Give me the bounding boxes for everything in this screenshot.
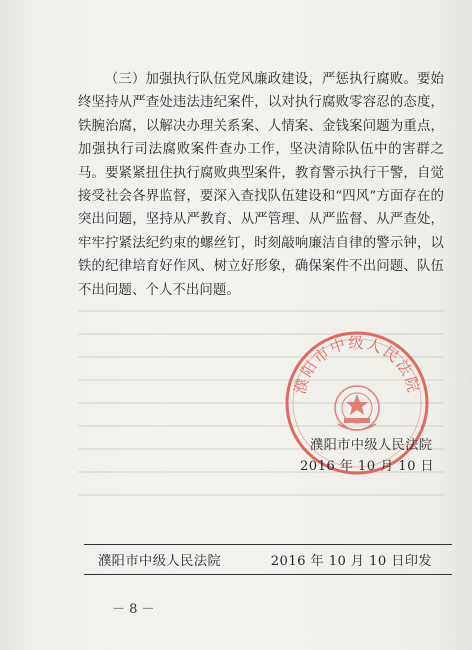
footer-issuer: 濮阳市中级人民法院: [98, 554, 222, 569]
signature-date: 2016 年 10 月 10 日: [300, 459, 435, 474]
emblem-icon: [335, 386, 379, 430]
footer-issue-date: 2016 年 10 月 10 日印发: [270, 554, 432, 569]
footer-rule-bottom: [84, 574, 452, 575]
body-text: [78, 68, 444, 302]
footer-rule-top: [84, 544, 452, 545]
body-paragraph: （三）加强执行队伍党风廉政建设，严惩执行腐败。要始终坚持从严查处违法违纪案件，以对执行腐败零容忍的态度，铁腕治腐，以解决办理关系案、人情案、金钱案问题为重点，加强执行司法腐败案件查办工作，坚决清除队伍中的害群之马。要紧紧扭住执行腐败典型案件，教育警示执行干警，自觉接受社会各界监督，要深入查找队伍建设和“四风”方面存在的突出问题，坚持从严教育、从严管理、从严监督、从严查处，牢牢拧紧法纪约束的螺丝钉，时刻敲响廉洁自律的警示钟，以铁的纪律培育好作风、树立好形象，确保案件不出问题、队伍不出问题、个人不出问题。: [78, 72, 444, 298]
signature-court: 濮阳市中级人民法院: [310, 438, 433, 453]
page-number: － 8 －: [112, 602, 155, 617]
signature-block: [0, 434, 472, 494]
seal-ring-text: 濮阳市中级人民法院: [291, 333, 423, 396]
